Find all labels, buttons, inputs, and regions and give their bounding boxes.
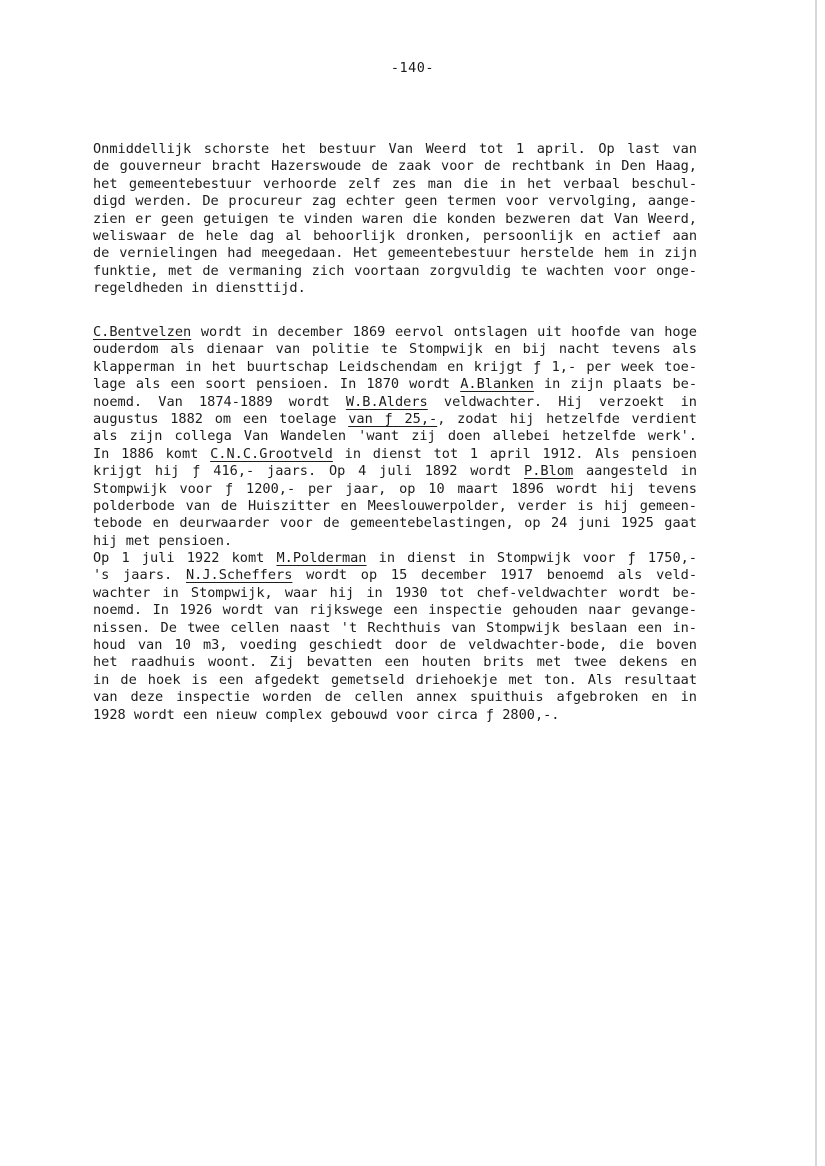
page-edge (815, 0, 817, 1166)
text-line (93, 498, 697, 515)
text-line: regeldheden in diensttijd. (93, 280, 306, 297)
text-segment: het raadhuis woont. Zij bevatten een houten brits met twee dekens en (93, 654, 697, 671)
page-number: -140- (390, 60, 435, 76)
text-segment: nissen. De twee cellen naast 't Rechthuis van Stompwijk beslaan een in- (93, 619, 697, 636)
text-line (93, 359, 697, 376)
text-line (93, 585, 697, 602)
text-line (93, 481, 697, 498)
text-segment: noemd. In 1926 wordt van rijkswege een inspectie gehouden naar gevange- (93, 602, 697, 619)
text-segment: In 1886 komt (93, 445, 211, 462)
text-segment: hij met pensioen. (93, 532, 233, 549)
text-segment: , zodat hij hetzelfde verdient (437, 410, 697, 427)
text-segment: lage als een soort pensioen. In 1870 wordt (93, 376, 461, 393)
text-segment: aangesteld in (573, 463, 698, 480)
underlined-name: M.Polderman (276, 550, 367, 567)
text-segment: tebode en deurwaarder voor de gemeentebelastingen, op 24 juni 1925 gaat (93, 515, 697, 532)
text-segment: 's jaars. (93, 567, 186, 584)
text-segment: ouderdom als dienaar van politie te Stompwijk en bij nacht tevens als (93, 341, 697, 358)
text-line (93, 654, 697, 671)
text-segment: augustus 1882 om een toelage (93, 410, 349, 427)
text-line (93, 341, 697, 358)
text-segment: Op 1 juli 1922 komt (93, 550, 277, 567)
underlined-name: C.N.C.Grootveld (210, 445, 333, 462)
text-segment: veldwachter. Hij verzoekt in (427, 393, 697, 410)
text-segment: klapperman in het buurtschap Leidschendam en krijgt ƒ 1,- per week toe- (93, 358, 697, 375)
text-line (93, 707, 697, 724)
text-line: de gouverneur bracht Hazerswoude de zaak voor de rechtbank in Den Haag, (93, 158, 697, 175)
text-line (93, 602, 697, 619)
text-line (93, 394, 697, 411)
underlined-name: W.B.Alders (345, 393, 428, 410)
text-segment: wordt in december 1869 eervol ontslagen uit hoofde van hoge (191, 324, 697, 340)
underlined-name: A.Blanken (460, 376, 534, 393)
underlined-name: van ƒ 25,- (348, 410, 438, 427)
text-segment: in dienst in Stompwijk voor ƒ 1750,- (366, 550, 697, 567)
underlined-name: N.J.Scheffers (185, 567, 293, 584)
text-line (93, 550, 697, 567)
text-segment: 1928 wordt een nieuw complex gebouwd voor circa ƒ 2800,-. (93, 706, 560, 723)
text-line (93, 463, 697, 480)
text-line (93, 567, 697, 584)
text-segment: Stompwijk voor ƒ 1200,- per jaar, op 10 maart 1896 wordt hij tevens (93, 480, 697, 497)
text-line (93, 515, 697, 532)
text-line (93, 446, 697, 463)
text-line: Onmiddellijk schorste het bestuur Van Weerd tot 1 april. Op last van (93, 141, 697, 157)
text-line (93, 533, 697, 550)
underlined-name: C.Bentvelzen (93, 324, 192, 340)
text-segment: wachter in Stompwijk, waar hij in 1930 tot chef-veldwachter wordt be- (93, 584, 697, 601)
text-line (93, 376, 697, 393)
paragraph-van-weerd (93, 141, 697, 298)
text-line: het gemeentebestuur verhoorde zelf zes man die in het verbaal beschul- (93, 175, 697, 192)
text-line (93, 411, 697, 428)
text-segment: wordt op 15 december 1917 benoemd als veld- (292, 567, 698, 584)
text-segment: krijgt hij ƒ 416,- jaars. Op 4 juli 1892 wordt (93, 463, 525, 480)
text-segment: in de hoek is een afgedekt gemetseld driehoekje met ton. Als resultaat (93, 671, 697, 688)
text-line (93, 672, 697, 689)
text-segment: van deze inspectie worden de cellen annex spuithuis afgebroken en in (93, 689, 697, 706)
text-line: zien er geen getuigen te vinden waren die konden bezweren dat Van Weerd, (93, 210, 697, 227)
text-line: de vernielingen had meegedaan. Het gemeentebestuur herstelde hem in zijn (93, 245, 697, 262)
text-segment: in dienst tot 1 april 1912. Als pensioen (332, 445, 697, 462)
underlined-name: P.Blom (524, 463, 574, 480)
text-line (93, 324, 697, 341)
text-segment: als zijn collega Van Wandelen 'want zij doen allebei hetzelfde werk'. (93, 428, 697, 445)
text-line: funktie, met de vermaning zich voortaan zorgvuldig te wachten voor onge- (93, 262, 697, 279)
text-line (93, 428, 697, 445)
text-segment: noemd. Van 1874-1889 wordt (93, 393, 346, 410)
text-line (93, 620, 697, 637)
text-segment: in zijn plaats be- (533, 376, 698, 393)
text-segment: houd van 10 m3, voeding geschiedt door de veldwachter-bode, die boven (93, 637, 697, 654)
paragraph-veldwachters (93, 324, 697, 724)
text-segment: polderbode van de Huiszitter en Meeslouwerpolder, verder is hij gemeen- (93, 497, 697, 514)
text-line: weliswaar de hele dag al behoorlijk dronken, persoonlijk en actief aan (93, 227, 697, 244)
text-line (93, 689, 697, 706)
text-line: digd werden. De procureur zag echter geen termen voor vervolging, aange- (93, 193, 697, 210)
text-line (93, 637, 697, 654)
